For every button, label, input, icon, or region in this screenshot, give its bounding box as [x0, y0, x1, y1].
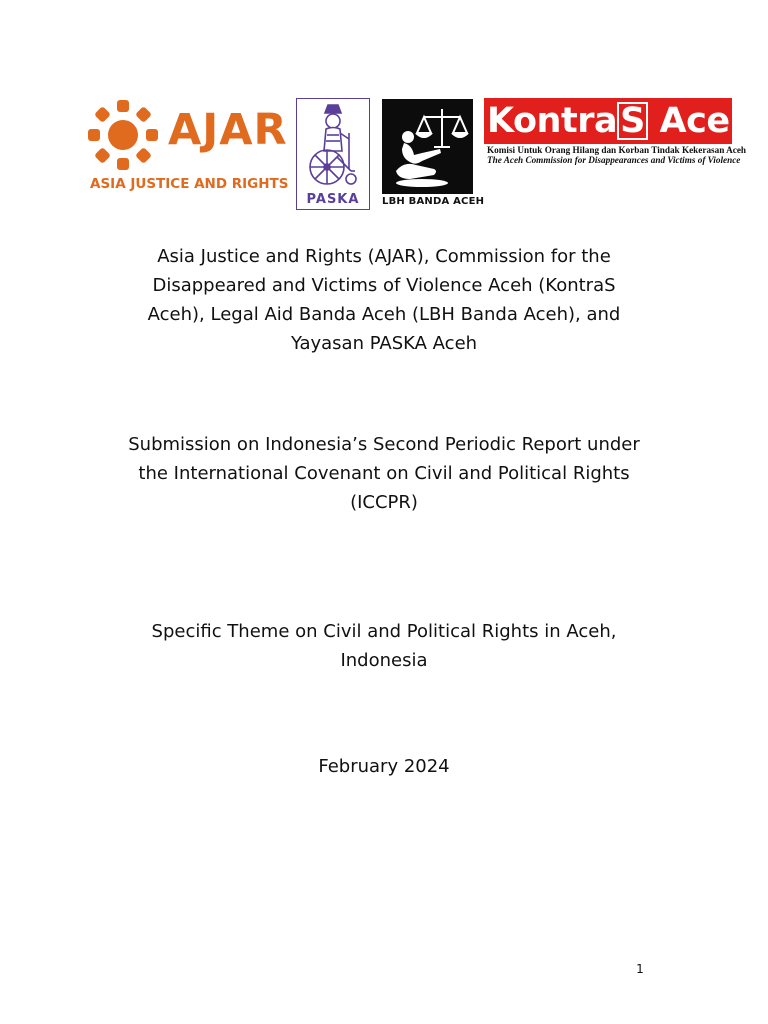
logo-row [0, 96, 768, 216]
kontras-banner [484, 98, 754, 144]
kontras-wordmark [487, 99, 754, 143]
ajar-sun-icon [86, 98, 160, 172]
authors-block [84, 242, 684, 358]
authors-line: Aceh), Legal Aid Banda Aceh (LBH Banda Aceh), and [147, 304, 621, 325]
theme-line: Indonesia [340, 650, 428, 671]
title-line: the International Covenant on Civil and Political Rights [138, 463, 630, 484]
kontras-subtitle-english: The Aceh Commission for Disappearances and Victims of Violence [487, 155, 741, 165]
kontras-wordmark-suffix: Aceh [647, 101, 754, 141]
paska-wordmark: PASKA [306, 192, 360, 207]
authors-line: Yayasan PASKA Aceh [290, 333, 478, 354]
kontras-wordmark-boxed-letter: S [617, 102, 648, 140]
document-date: February 2024 [318, 756, 450, 777]
lbh-wordmark: LBH BANDA ACEH [382, 196, 485, 207]
lbh-emblem [382, 99, 473, 194]
scales-of-justice-icon [382, 99, 473, 194]
paska-logo [296, 98, 370, 210]
kontras-aceh-logo [484, 98, 754, 166]
theme-line: Specific Theme on Civil and Political Rights in Aceh, [151, 621, 617, 642]
authors-line: Asia Justice and Rights (AJAR), Commission for the [157, 246, 611, 267]
document-theme [84, 617, 684, 675]
page-number: 1 [636, 962, 644, 976]
wheelchair-figure-icon [297, 99, 369, 191]
ajar-wordmark: AJAR [168, 105, 288, 155]
kontras-subtitle-indonesian: Komisi Untuk Orang Hilang dan Korban Tindak Kekerasan Aceh [487, 145, 747, 155]
ajar-logo [86, 98, 290, 194]
document-title [84, 430, 684, 517]
ajar-tagline: ASIA JUSTICE AND RIGHTS [90, 176, 289, 192]
lbh-banda-aceh-logo [382, 99, 485, 211]
kontras-wordmark-prefix: Kontra [487, 101, 618, 141]
title-line: Submission on Indonesia’s Second Periodic Report under [128, 434, 640, 455]
title-line: (ICCPR) [350, 492, 418, 513]
authors-line: Disappeared and Victims of Violence Aceh (KontraS [152, 275, 616, 296]
